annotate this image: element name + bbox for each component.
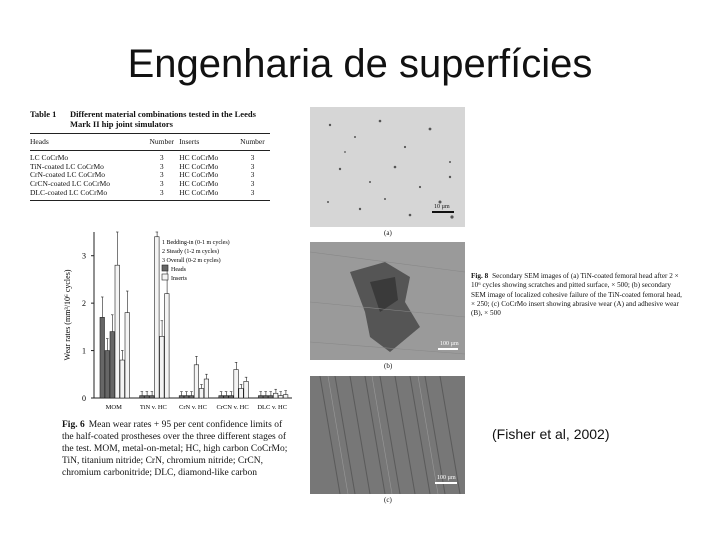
table-caption-line1: Different material combinations tested in the Leeds [70,109,256,119]
legend-entry: Heads [171,267,186,273]
x-tick-label: CrCN v. HC [216,404,249,411]
slide-title: Engenharia de superfícies [127,42,593,86]
sem-a-scale: 10 µm [434,204,450,210]
x-tick-label: DLC v. HC [257,404,288,411]
sem-image-c [310,376,465,494]
bar [229,396,234,398]
bar [115,265,120,398]
table-caption-text [70,110,256,130]
table-cell: 3 [250,179,255,189]
table-header-row [30,137,270,148]
bar [150,396,155,398]
y-tick-label: 1 [82,346,86,356]
table-caption [30,110,270,130]
bar [194,365,199,398]
table-cell: HC CoCrMo [179,170,219,180]
legend-entry: Inserts [171,276,187,282]
table-cell: 3 [159,179,164,189]
bar [273,393,278,398]
bar [145,396,150,398]
legend-swatch [162,274,168,280]
bar [204,379,209,398]
table-cell: CrN-coated LC CoCrMo [30,170,105,180]
bar [219,396,224,398]
sem-panel-c-label: (c) [384,496,392,504]
bar [105,351,110,398]
table-cell: HC CoCrMo [179,187,219,197]
table-cell: LC CoCrMo [30,153,69,163]
bar [110,332,115,398]
bar [278,396,283,398]
bar [199,389,204,398]
bar [155,237,160,398]
bar [244,381,249,398]
table-cell: HC CoCrMo [179,161,219,171]
table-label: Table 1 [30,109,57,119]
header-inserts: Inserts [179,136,200,146]
wear-rate-chart [60,222,300,420]
bar [184,396,189,398]
materials-table-block [30,110,270,204]
table-row [30,189,270,198]
bar [125,313,130,398]
materials-table [30,137,270,198]
table-cell: 3 [250,153,255,163]
x-tick-label: TiN v. HC [139,404,167,411]
header-number-heads: Number [149,136,175,146]
fig8-caption-text: Secondary SEM images of (a) TiN-coated femoral head after 2 × 10⁶ cycles showing scratches and pitted surface, × 500; (b) secondary SEM image of localized cohesive failure of the TiN-coated femoral head, × 250; (c) CoCrMo insert showing abrasive wear (A) and adhesive wear (B), × 500 [471,272,682,318]
table-cell: 3 [159,161,164,171]
table-cell: HC CoCrMo [179,179,219,189]
sem-image-a-texture [310,107,465,227]
y-tick-label: 3 [82,251,86,261]
bar [179,396,184,398]
table-cell: 3 [159,170,164,180]
source-credit: (Fisher et al, 2002) [492,426,610,442]
bar [189,396,194,398]
table-cell: 3 [250,187,255,197]
x-tick-label: MOM [105,404,122,411]
sem-image-b-texture [310,242,465,360]
bar [234,370,239,398]
bar [120,360,125,398]
sem-image-c-texture [310,376,465,494]
table-caption-line2: Mark II hip joint simulators [70,118,173,129]
legend-entry: 1 Bedding-in (0-1 m cycles) [162,240,230,246]
bar [224,396,229,398]
x-tick-label: CrN v. HC [179,404,207,411]
table-cell: 3 [159,187,164,197]
sem-c-scale: 100 µm [437,475,456,481]
bar [263,396,268,398]
bar [165,294,170,398]
header-number-inserts: Number [240,136,265,146]
y-tick-label: 0 [82,394,86,403]
table-cell: 3 [250,161,255,171]
header-heads: Heads [30,136,49,146]
y-tick-label: 2 [82,299,86,309]
bar [268,396,273,398]
fig6-label: Fig. 6 [62,420,85,430]
bar [283,395,288,398]
sem-image-b [310,242,465,360]
sem-panel-b-label: (b) [384,362,393,370]
fig8-label: Fig. 8 [471,272,489,280]
bar [100,317,105,398]
sem-b-scale: 100 µm [440,341,459,347]
table-top-rule [30,133,270,134]
wear-rate-chart-svg [60,222,300,420]
bar [239,389,244,398]
bar [258,396,263,398]
bar [160,336,165,398]
table-cell: HC CoCrMo [179,153,219,163]
table-cell: 3 [250,170,255,180]
bar [140,396,145,398]
legend-entry: 2 Steady (1-2 m cycles) [162,249,219,255]
table-cell: TiN-coated LC CoCrMo [30,161,104,171]
table-cell: CrCN-coated LC CoCrMo [30,179,110,189]
table-cell: 3 [159,153,164,163]
sem-panel-a-label: (a) [384,229,392,237]
fig6-caption-text: Mean wear rates + 95 per cent confidence limits of the half-coated prostheses over the three different stages of the test. MOM, metal-on-metal; HC, high carbon CoCrMo; TiN, titanium nitride; CrN, chromium nitride; CrCN, chromium carbonitride; DLC, diamond-like carbon [62,420,288,478]
legend-entry: 3 Overall (0-2 m cycles) [162,258,221,264]
table-header-rule [30,150,270,151]
fig8-caption [471,272,686,319]
table-cell: DLC-coated LC CoCrMo [30,187,108,197]
sem-image-a [310,107,465,227]
y-axis-label: Wear rates (mm³/10⁶ cycles) [63,269,72,361]
fig6-caption [62,420,292,479]
table-bottom-rule [30,200,270,201]
legend-swatch [162,265,168,271]
